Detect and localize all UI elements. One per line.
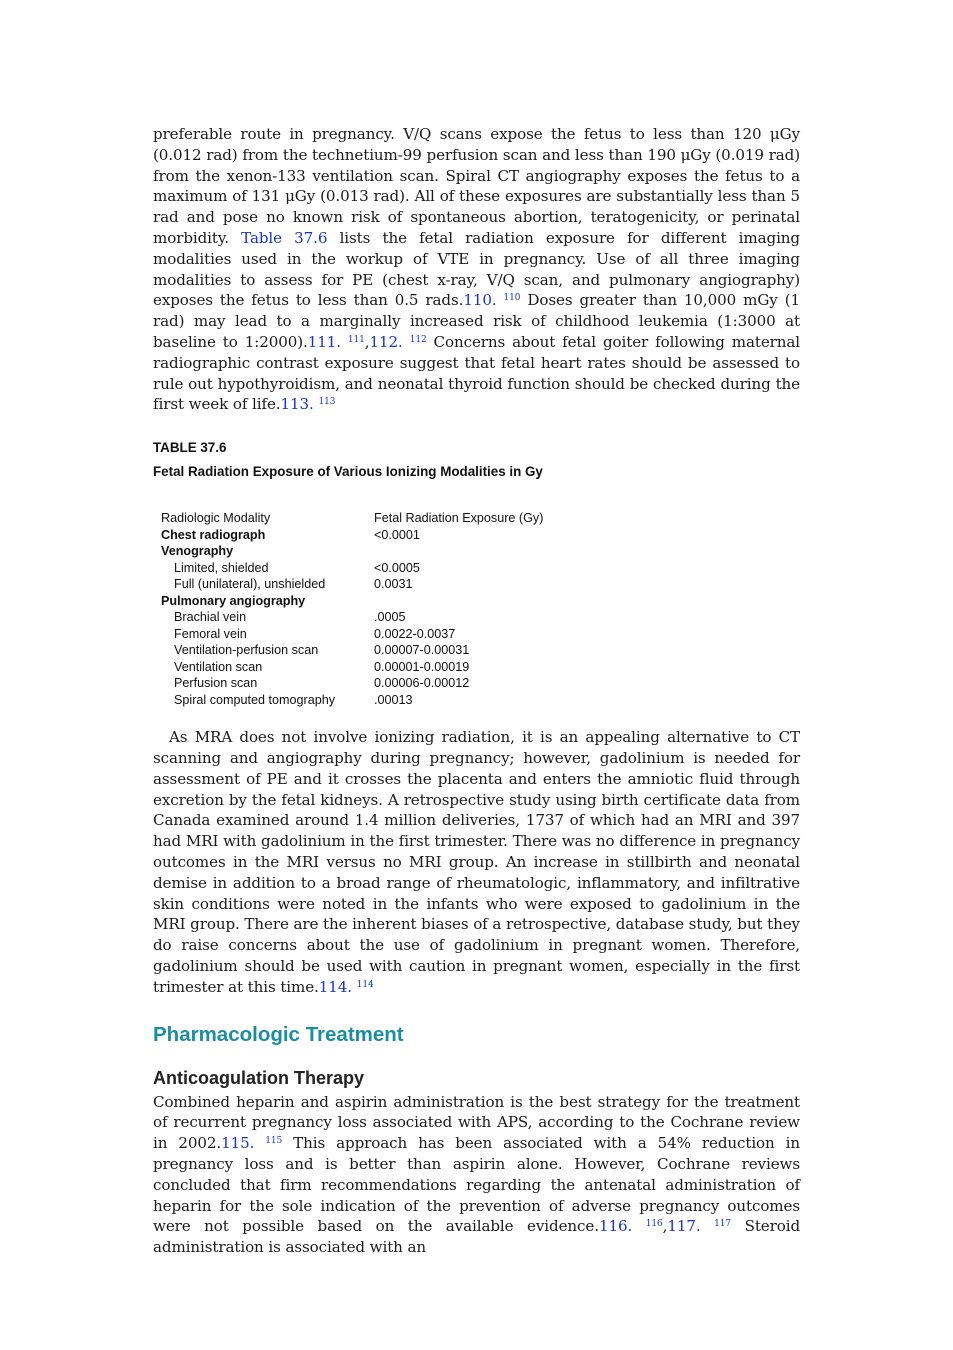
table-row — [161, 593, 543, 610]
modality-cell: Limited, shielded — [174, 560, 269, 575]
paragraph-anticoagulation — [153, 1092, 800, 1258]
ref-link-114[interactable]: 114. — [318, 977, 352, 996]
table-37-6-link[interactable]: Table 37.6 — [241, 228, 328, 247]
modality-cell: Chest radiograph — [161, 527, 266, 542]
page-content — [153, 124, 800, 1258]
exposure-cell: 0.00006-0.00012 — [374, 676, 470, 691]
exposure-cell: <0.0005 — [374, 560, 420, 575]
ref-superscript-110[interactable]: 110 — [503, 293, 521, 304]
modality-cell: Femoral vein — [174, 626, 247, 641]
table-row — [161, 642, 543, 659]
table-row — [161, 659, 543, 676]
ref-link-112[interactable]: 112. — [369, 332, 403, 351]
exposure-cell: 0.00001-0.00019 — [374, 659, 470, 674]
ref-superscript-117[interactable]: 117 — [714, 1219, 732, 1230]
table-37-6 — [153, 439, 800, 708]
ref-link-113[interactable]: 113. — [280, 395, 314, 414]
table-row — [161, 675, 543, 692]
exposure-cell — [374, 543, 543, 560]
text-run: preferable route in pregnancy. V/Q scans expose the fetus to less than 120 μGy (0.012 rad) from the technetium-99 perfusion scan and less than 190 μGy (0.019 rad) from the xenon-133 ventilation scan. Spiral CT angiography exposes the fetus to a maximum of 131 μGy (0.013 rad). All of these exposures are substantially less than 5 rad and pose no known risk of spontaneous abortion, teratogenicity, or perinatal morbidity. — [153, 125, 800, 247]
section-heading: Pharmacologic Treatment — [153, 1022, 404, 1046]
ref-superscript-115[interactable]: 115 — [265, 1136, 283, 1147]
ref-link-115[interactable]: 115. — [221, 1134, 255, 1153]
modality-cell: Venography — [161, 544, 234, 559]
table-row — [161, 609, 543, 626]
text-run: Steroid administration is associated with an — [153, 1217, 801, 1257]
exposure-cell: <0.0001 — [374, 527, 420, 542]
text-run: This approach has been associated with a 54% reduction in pregnancy loss and is better than aspirin alone. However, Cochrane reviews concluded that firm recommendations regarding the antenatal administration of heparin for the sole indication of the prevention of adverse pregnancy outcomes were not possible based on the available evidence. — [153, 1134, 800, 1236]
exposure-cell: 0.00007-0.00031 — [374, 643, 470, 658]
text-run: Doses greater than 10,000 mGy (1 rad) may lead to a marginally increased risk of childhood leukemia (1:3000 at baseline to 1:2000). — [153, 291, 800, 351]
modality-cell: Ventilation scan — [174, 659, 263, 674]
exposure-cell: 0.0022-0.0037 — [374, 626, 456, 641]
ref-superscript-111[interactable]: 111 — [347, 334, 365, 345]
table-header-row — [161, 510, 543, 527]
table-header-cell: Radiologic Modality — [161, 511, 271, 526]
modality-cell: Brachial vein — [174, 610, 247, 625]
text-run: lists the fetal radiation exposure for different imaging modalities used in the workup of VTE in pregnancy. Use of all three imaging modalities to assess for PE (chest x-ray, V/Q scan, and pulmonary angiography) exposes the fetus to less than 0.5 rads. — [153, 228, 800, 310]
radiation-exposure-table — [161, 510, 543, 708]
modality-cell: Full (unilateral), unshielded — [174, 577, 326, 592]
table-row — [161, 527, 543, 544]
ref-link-117[interactable]: 117. — [667, 1217, 701, 1236]
table-row — [161, 692, 543, 709]
table-label: TABLE 37.6 — [153, 440, 227, 456]
table-header-cell: Fetal Radiation Exposure (Gy) — [374, 511, 544, 526]
table-row — [161, 560, 543, 577]
ref-link-116[interactable]: 116. — [598, 1217, 633, 1236]
ref-link-111[interactable]: 111. — [307, 332, 341, 351]
paragraph-radiation-exposure — [153, 124, 800, 415]
exposure-cell: .00013 — [374, 692, 413, 707]
modality-cell: Pulmonary angiography — [161, 593, 306, 608]
exposure-cell: 0.0031 — [374, 577, 413, 592]
text-run: , — [662, 1217, 668, 1236]
table-row — [161, 576, 543, 593]
table-caption: Fetal Radiation Exposure of Various Ionizing Modalities in Gy — [153, 464, 543, 480]
subsection-heading: Anticoagulation Therapy — [153, 1067, 365, 1088]
text-run: Combined heparin and aspirin administration is the best strategy for the treatment of recurrent pregnancy loss associated with APS, according to the Cochrane review in 2002. — [153, 1092, 800, 1153]
modality-cell: Spiral computed tomography — [174, 692, 336, 707]
text-run: Concerns about fetal goiter following maternal radiographic contrast exposure suggest that fetal heart rates should be assessed to rule out hypothyroidism, and neonatal thyroid function should be checked during the first week of life. — [153, 332, 801, 414]
ref-superscript-116[interactable]: 116 — [645, 1219, 663, 1230]
ref-superscript-114[interactable]: 114 — [356, 979, 374, 990]
text-run: As MRA does not involve ionizing radiation, it is an appealing alternative to CT scanning and angiography during pregnancy; however, gadolinium is needed for assessment of PE and it crosses the placenta and enters the amniotic fluid through excretion by the fetal kidneys. A retrospective study using birth certificate data from Canada examined around 1.4 million deliveries, 1737 of which had an MRI and 397 had MRI with gadolinium in the first trimester. There was no difference in pregnancy outcomes in the MRI versus no MRI group. An increase in stillbirth and neonatal demise in addition to a broad range of rheumatologic, inflammatory, and infiltrative skin conditions were noted in the infants who were exposed to gadolinium in the MRI group. There are the inherent biases of a retrospective, database study, but they do raise concerns about the use of gadolinium in pregnant women. Therefore, gadolinium should be used with caution in pregnant women, especially in the first trimester at this time. — [153, 728, 800, 996]
exposure-cell — [374, 593, 543, 610]
text-run: , — [364, 332, 370, 351]
modality-cell: Ventilation-perfusion scan — [174, 643, 319, 658]
ref-superscript-113[interactable]: 113 — [318, 397, 336, 408]
exposure-cell: .0005 — [374, 610, 406, 625]
ref-superscript-112[interactable]: 112 — [409, 334, 427, 345]
table-row — [161, 543, 543, 560]
ref-link-110[interactable]: 110. — [463, 291, 497, 310]
table-row — [161, 626, 543, 643]
paragraph-mra-gadolinium — [153, 727, 800, 997]
modality-cell: Perfusion scan — [174, 676, 258, 691]
